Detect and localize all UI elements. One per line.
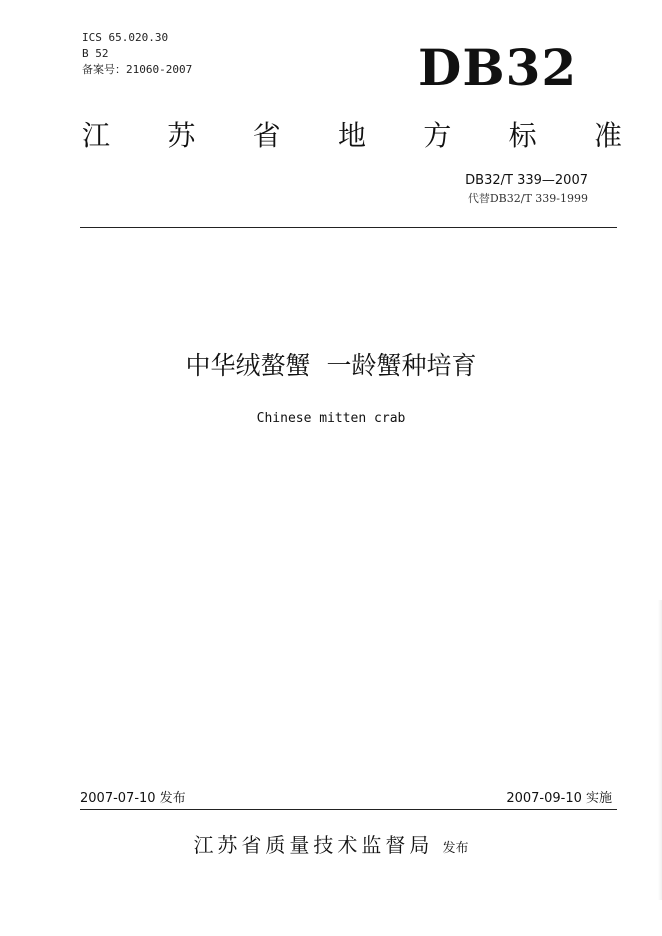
classification-block: [82, 30, 192, 78]
std-type-char: 准: [593, 119, 622, 152]
standard-type-heading: [82, 116, 622, 156]
filing-number: 备案号：21060-2007: [82, 63, 193, 76]
footer-divider: [80, 809, 617, 810]
issuing-action: 发布: [442, 841, 469, 856]
scan-edge-shadow: [658, 600, 662, 900]
document-title: 中华绒螯蟹 一龄蟹种培育: [185, 351, 477, 380]
issue-date: 2007-07-10 发布: [80, 791, 186, 806]
std-type-char: 方: [423, 119, 452, 152]
std-type-char: 省: [252, 119, 281, 152]
document-english-title: Chinese mitten crab: [256, 411, 406, 426]
class-code: B 52: [82, 47, 109, 60]
standard-code-mark: DB32: [418, 38, 578, 97]
effective-date: 2007-09-10 实施: [506, 791, 612, 806]
issuing-authority: 江苏省质量技术监督局: [193, 833, 434, 857]
std-type-char: 地: [337, 119, 366, 152]
header-divider: [80, 227, 617, 228]
std-type-char: 标: [508, 119, 537, 152]
ics-code: ICS 65.020.30: [82, 31, 169, 44]
std-type-char: 苏: [167, 119, 196, 152]
issuer-line: [0, 830, 662, 864]
standard-number: DB32/T 339—2007: [465, 173, 588, 188]
replaces-standard: 代替DB32/T 339-1999: [467, 192, 588, 205]
std-type-char: 江: [82, 119, 111, 152]
